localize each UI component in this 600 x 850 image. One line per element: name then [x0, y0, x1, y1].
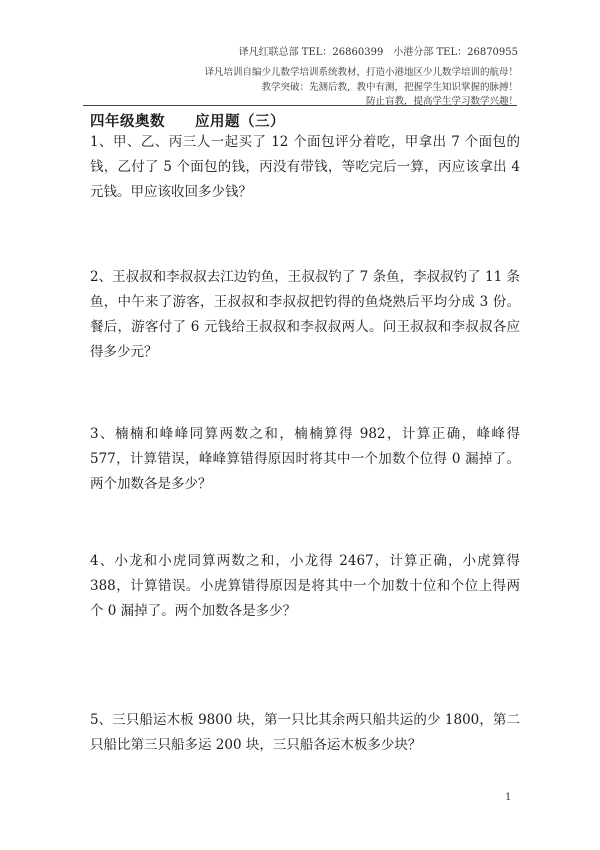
problem-2: 2、王叔叔和李叔叔去江边钓鱼，王叔叔钓了 7 条鱼，李叔叔钓了 11 条鱼，中午来了游客，王叔叔和李叔叔把钓得的鱼烧熟后平均分成 3 份。餐后，游客付了 6 元钱给王叔叔和李叔叔两人。问王叔叔和李叔叔各应得多少元？ [90, 269, 520, 360]
title-topic: 应用题（三） [195, 113, 285, 130]
problem-5: 5、三只船运木板 9800 块，第一只比其余两只船共运的少 1800，第二只船比第三只船多运 200 块，三只船各运木板多少块？ [90, 712, 520, 753]
header-slogan [204, 66, 518, 110]
problem-1: 1、甲、乙、丙三人一起买了 12 个面包评分着吃，甲拿出 7 个面包的钱，乙付了 5 个面包的钱，丙没有带钱，等吃完后一算，丙应该拿出 4 元钱。甲应该收回多少钱？ [90, 134, 520, 200]
title-grade: 四年级奥数 [90, 113, 165, 130]
page-title [90, 110, 285, 131]
problem-4: 4、小龙和小虎同算两数之和，小龙得 2467，计算正确，小虎算得 388，计算错误。小虎算错得原因是将其中一个加数十位和个位上得两个 0 漏掉了。两个加数各是多少？ [90, 553, 520, 619]
header-contact: 译凡红联总部 TEL：26860399 小港分部 TEL：26870955 [238, 47, 518, 58]
page-number: 1 [505, 792, 512, 803]
slogan-line: 教学突破：先测后教，教中有测，把握学生知识掌握的脉搏！ [261, 81, 518, 93]
slogan-line: 译凡培训自编少儿数学培训系统教材，打造小港地区少儿数学培训的航母！ [204, 67, 518, 78]
problem-3: 3、楠楠和峰峰同算两数之和，楠楠算得 982，计算正确，峰峰得 577，计算错误，峰峰算错得原因时将其中一个加数个位得 0 漏掉了。两个加数各是多少？ [90, 426, 520, 492]
slogan-line: 防止盲教，提高学生学习数学兴趣！ [365, 96, 518, 107]
header-divider [83, 105, 517, 106]
